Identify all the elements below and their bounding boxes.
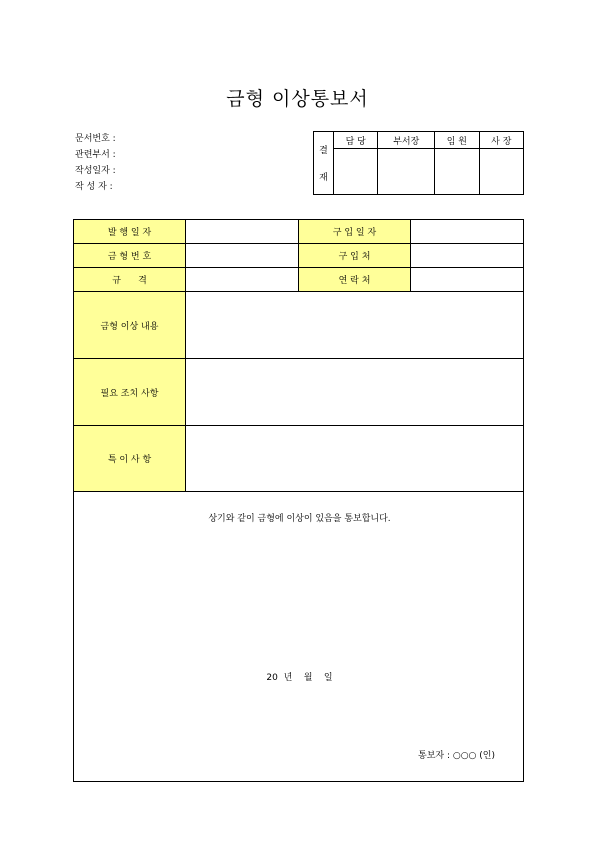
notice-area <box>74 492 524 782</box>
report-form <box>73 219 524 782</box>
approval-box <box>313 131 524 195</box>
approval-sign-manager[interactable] <box>378 149 435 195</box>
approval-header-staff: 담 당 <box>334 132 378 149</box>
meta-date: 작성일자 : <box>75 166 116 176</box>
meta-doc-no: 문서번호 : <box>75 134 116 144</box>
approval-side <box>314 132 334 195</box>
field-supplier[interactable] <box>411 244 524 268</box>
approval-sign-director[interactable] <box>435 149 479 195</box>
label-spec: 규 격 <box>74 268 186 292</box>
field-mold-no[interactable] <box>186 244 299 268</box>
notice-date: 20 년 월 일 <box>266 673 333 683</box>
field-abnormal[interactable] <box>186 292 524 359</box>
notice-reporter: 통보자 : ○○○ (인) <box>418 751 495 761</box>
approval-header-president: 사 장 <box>479 132 523 149</box>
page-title: 금형 이상통보서 <box>226 88 369 110</box>
label-purchase-date: 구 입 일 자 <box>299 220 411 244</box>
notice-message: 상기와 같이 금형에 이상이 있음을 통보합니다. <box>208 514 391 524</box>
field-action[interactable] <box>186 359 524 426</box>
meta-dept: 관련부서 : <box>75 150 116 160</box>
field-purchase-date[interactable] <box>411 220 524 244</box>
label-supplier: 구 입 처 <box>299 244 411 268</box>
field-contact[interactable] <box>411 268 524 292</box>
label-abnormal: 금형 이상 내용 <box>74 292 186 359</box>
document-meta <box>75 131 116 195</box>
approval-header-manager: 부서장 <box>378 132 435 149</box>
label-issue-date: 발 행 일 자 <box>74 220 186 244</box>
label-action: 필요 조치 사항 <box>74 359 186 426</box>
label-remarks: 특 이 사 항 <box>74 426 186 492</box>
approval-header-director: 임 원 <box>435 132 479 149</box>
field-remarks[interactable] <box>186 426 524 492</box>
approval-side-bottom: 재 <box>319 173 328 183</box>
label-mold-no: 금 형 번 호 <box>74 244 186 268</box>
approval-sign-staff[interactable] <box>334 149 378 195</box>
field-spec[interactable] <box>186 268 299 292</box>
approval-sign-president[interactable] <box>479 149 523 195</box>
meta-author: 작 성 자 : <box>75 182 113 192</box>
field-issue-date[interactable] <box>186 220 299 244</box>
label-contact: 연 락 처 <box>299 268 411 292</box>
approval-side-top: 결 <box>319 146 328 156</box>
